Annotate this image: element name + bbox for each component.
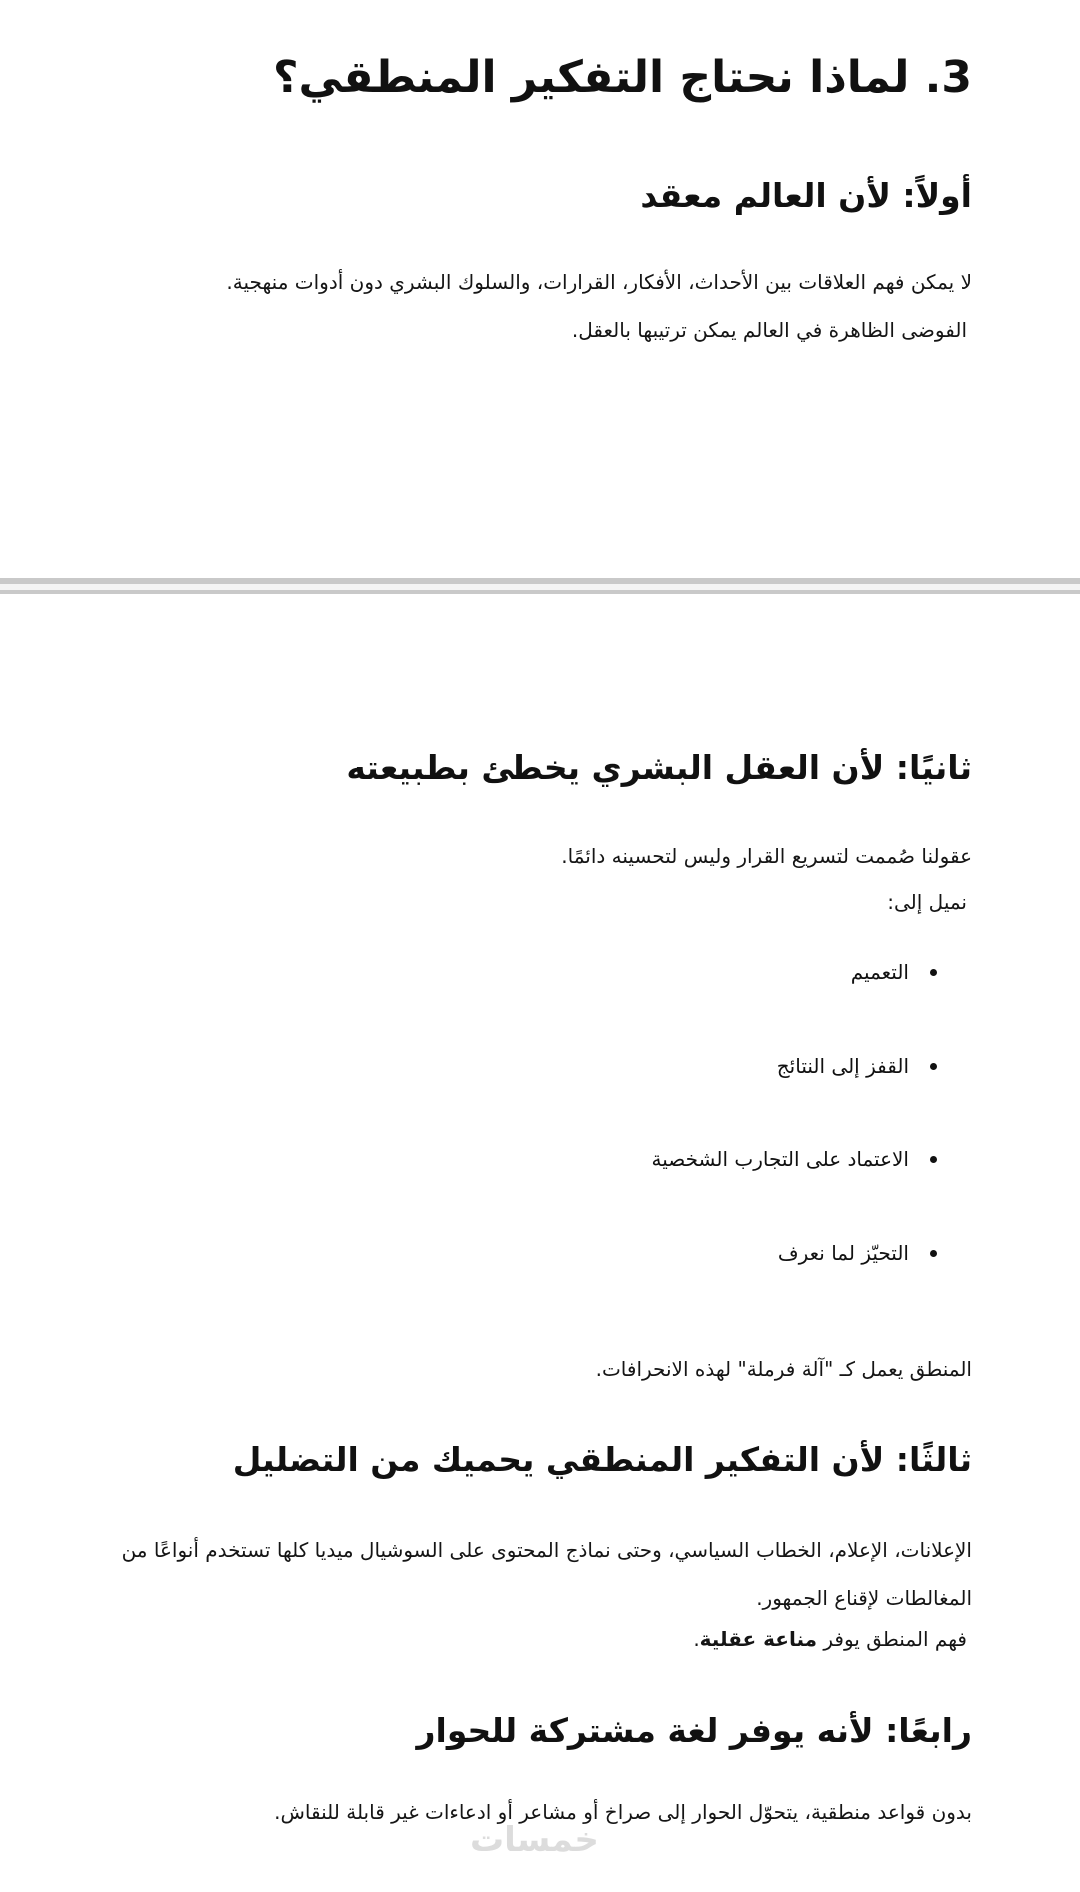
list-item [778, 1239, 937, 1267]
heading-first-reason: أولاً: لأن العالم معقد [640, 176, 972, 215]
first-reason-line-2: الفوضى الظاهرة في العالم يمكن ترتيبها بالعقل. [571, 318, 967, 342]
second-reason-line-2: نميل إلى: [887, 890, 967, 914]
fourth-reason-line-1: بدون قواعد منطقية، يتحوّل الحوار إلى صراخ أو مشاعر أو ادعاءات غير قابلة للنقاش. [274, 1800, 972, 1824]
third-reason-line [693, 1625, 967, 1653]
list-item-label: التعميم [850, 960, 909, 984]
list-item-label: التحيّز لما نعرف [777, 1241, 909, 1265]
watermark-logo: خمسات [470, 1820, 599, 1860]
heading-fourth-reason: رابعًا: لأنه يوفر لغة مشتركة للحوار [416, 1711, 972, 1750]
third-reason-line-bold: مناعة عقلية [699, 1627, 817, 1651]
third-reason-line-prefix: فهم المنطق يوفر [817, 1627, 967, 1651]
second-reason-closing: المنطق يعمل كـ "آلة فرملة" لهذه الانحرافات. [595, 1357, 972, 1381]
page-section-bottom [0, 600, 1080, 1892]
page-section-top [0, 0, 1080, 578]
list-item [777, 1052, 937, 1080]
third-reason-paragraph: الإعلانات، الإعلام، الخطاب السياسي، وحتى نماذج المحتوى على السوشيال ميديا كلها تستخدم أنواعًا من المغالطات لإقناع الجمهور. [121, 1538, 972, 1610]
bullet-icon [930, 1156, 937, 1163]
page-divider [0, 578, 1080, 600]
bullet-icon [930, 1250, 937, 1257]
list-item [851, 958, 937, 986]
heading-second-reason: ثانيًا: لأن العقل البشري يخطئ بطبيعته [346, 748, 972, 787]
second-reason-line-1: عقولنا صُممت لتسريع القرار وليس لتحسينه دائمًا. [561, 844, 972, 868]
third-reason-line-suffix: . [693, 1627, 700, 1651]
list-item-label: الاعتماد على التجارب الشخصية [651, 1147, 909, 1171]
list-item-label: القفز إلى النتائج [776, 1054, 909, 1078]
section-title: 3. لماذا نحتاج التفكير المنطقي؟ [272, 52, 972, 103]
bullet-icon [930, 969, 937, 976]
list-item [652, 1145, 937, 1173]
bullet-icon [930, 1063, 937, 1070]
first-reason-line-1: لا يمكن فهم العلاقات بين الأحداث، الأفكار، القرارات، والسلوك البشري دون أدوات منهجية. [226, 270, 972, 294]
heading-third-reason: ثالثًا: لأن التفكير المنطقي يحميك من التضليل [232, 1440, 972, 1479]
